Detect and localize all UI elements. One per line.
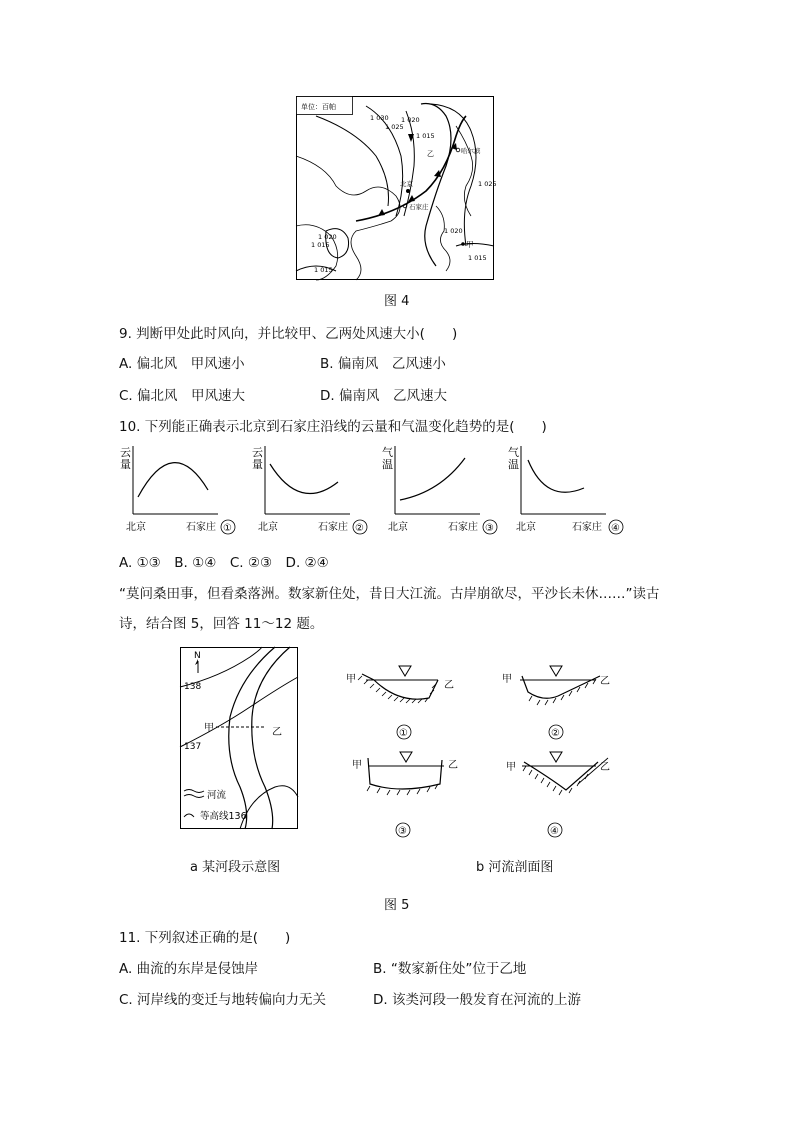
unit-label: 单位：百帕 (301, 103, 336, 111)
section-number: ④ (550, 826, 559, 837)
graph-number: ④ (611, 523, 620, 534)
x-label-left: 北京 (516, 522, 536, 533)
graph-number: ① (223, 523, 232, 534)
figure-4-isobar-map (296, 96, 497, 280)
section-number: ① (399, 728, 408, 739)
q9-option-c[interactable]: C. 偏北风 甲风速大 (119, 388, 246, 404)
x-label-left: 北京 (126, 522, 146, 533)
contour-label-137: 137 (184, 742, 202, 752)
x-label-right: 石家庄 (448, 522, 478, 533)
bank-label-yi: 乙 (600, 676, 610, 687)
section-number: ② (551, 728, 560, 739)
q9-stem: 9. 判断甲处此时风向，并比较甲、乙两处风速大小( ) (119, 326, 458, 342)
x-label-right: 石家庄 (318, 522, 348, 533)
bank-label-yi: 乙 (444, 680, 454, 691)
y-axis-label: 温 (508, 458, 519, 471)
figure-4-caption: 图 4 (384, 294, 410, 309)
q11-option-b[interactable]: B. “数家新住处”位于乙地 (373, 961, 527, 977)
bank-label-yi: 乙 (448, 760, 458, 771)
isobar-label: 1 015 (311, 241, 330, 249)
isobar-label: 1 025 (385, 123, 404, 131)
legend-contour: 等高线136 (200, 811, 247, 822)
y-axis-label: 云 (120, 446, 131, 459)
q10-graph-1 (118, 442, 240, 536)
x-label-left: 北京 (388, 522, 408, 533)
contour-label-138: 138 (184, 682, 202, 692)
section-number: ③ (398, 826, 407, 837)
q10-graph-3 (380, 442, 502, 536)
bank-label-jia: 甲 (346, 674, 356, 685)
curve (270, 464, 338, 494)
isobar-label: 1 015 (468, 254, 487, 262)
bank-label-jia: 甲 (352, 760, 362, 771)
q9-option-a[interactable]: A. 偏北风 甲风速小 (119, 356, 245, 372)
river-section-4 (500, 748, 620, 840)
q11-option-a[interactable]: A. 曲流的东岸是侵蚀岸 (119, 961, 259, 977)
graph-number: ② (355, 523, 364, 534)
q9-option-b[interactable]: B. 偏南风 乙风速小 (320, 356, 446, 372)
city-shijiazhuang: 石家庄 (409, 203, 429, 211)
q11-option-d[interactable]: D. 该类河段一般发育在河流的上游 (373, 992, 581, 1008)
point-yi: 乙 (272, 727, 282, 738)
figure-5a-river-map (180, 647, 298, 829)
legend-river: 河流 (207, 790, 227, 801)
river-section-2 (498, 662, 618, 742)
isobar-label: 1 020 (401, 116, 420, 124)
curve (528, 460, 584, 492)
q11-stem: 11. 下列叙述正确的是( ) (119, 930, 291, 946)
isobar-label: 1 015 (416, 132, 435, 140)
isobar-label: 1 020 (318, 233, 337, 241)
x-label-left: 北京 (258, 522, 278, 533)
north-label: N (194, 651, 201, 661)
river-section-1 (344, 662, 464, 742)
bank-label-jia: 甲 (506, 762, 516, 773)
city-beijing: 北京 (400, 180, 413, 188)
figure-5b-caption: b 河流剖面图 (476, 860, 554, 875)
point-jia: 甲 (466, 240, 474, 249)
poem-line-2: 诗，结合图 5，回答 11～12 题。 (119, 616, 324, 632)
bank-label-jia: 甲 (502, 674, 512, 685)
isobar-label: 1 020 (444, 227, 463, 235)
figure-5-caption: 图 5 (384, 898, 410, 913)
figure-5a-caption: a 某河段示意图 (190, 860, 281, 875)
y-axis-label: 温 (382, 458, 393, 471)
y-axis-label: 量 (252, 458, 263, 471)
point-jia-marker (461, 242, 465, 246)
x-label-right: 石家庄 (572, 522, 602, 533)
y-axis-label: 量 (120, 458, 131, 471)
q9-option-d[interactable]: D. 偏南风 乙风速大 (320, 388, 447, 404)
q10-graph-2 (250, 442, 372, 536)
y-axis-label: 气 (508, 446, 519, 459)
river-section-3 (350, 748, 470, 840)
isobar-label: 1 030 (370, 114, 389, 122)
x-label-right: 石家庄 (186, 522, 216, 533)
q10-stem: 10. 下列能正确表示北京到石家庄沿线的云量和气温变化趋势的是( ) (119, 419, 547, 435)
poem-line-1: “莫问桑田事，但看桑落洲。数家新住处，昔日大江流。古岸崩欲尽，平沙长未休……”读古 (119, 586, 660, 602)
city-haerbin: 哈尔滨 (461, 147, 481, 155)
bank-label-yi: 乙 (600, 762, 610, 773)
point-jia: 甲 (204, 723, 214, 734)
curve (400, 458, 465, 500)
q11-option-c[interactable]: C. 河岸线的变迁与地转偏向力无关 (119, 992, 327, 1008)
y-axis-label: 气 (382, 446, 393, 459)
isobar-label: 1 015 (314, 266, 333, 274)
y-axis-label: 云 (252, 446, 263, 459)
point-yi: 乙 (427, 150, 434, 158)
q10-options[interactable]: A. ①③ B. ①④ C. ②③ D. ②④ (119, 555, 329, 571)
q10-graph-4 (506, 442, 630, 536)
graph-number: ③ (485, 523, 494, 534)
isobar-label: 1 025 (478, 180, 497, 188)
curve (138, 463, 208, 497)
city-marker (406, 189, 410, 193)
